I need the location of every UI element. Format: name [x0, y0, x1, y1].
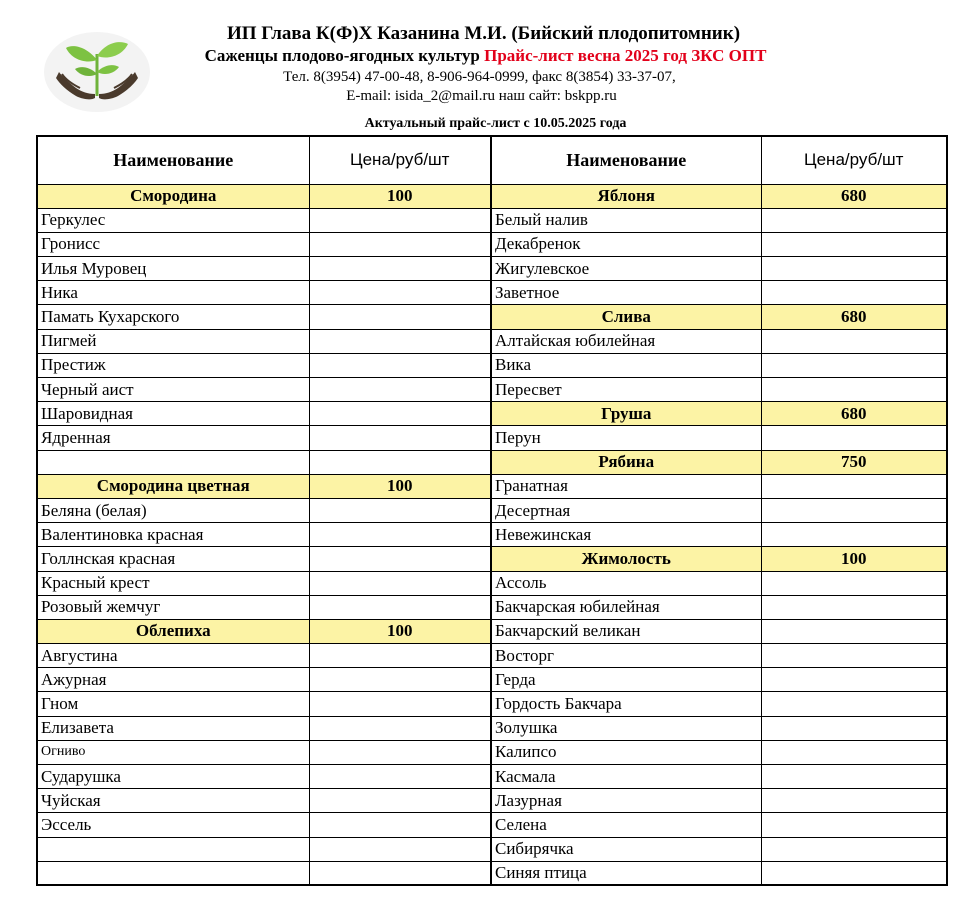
price-cell [309, 668, 491, 692]
price-cell [761, 789, 947, 813]
price-cell [761, 232, 947, 256]
variety-name-cell: Огниво [37, 740, 309, 764]
table-row [37, 644, 947, 668]
category-name-cell: Жимолость [491, 547, 761, 571]
price-cell [309, 837, 491, 861]
table-row [37, 523, 947, 547]
variety-name-cell: Заветное [491, 281, 761, 305]
category-price-cell: 680 [761, 184, 947, 208]
company-title: ИП Глава К(Ф)Х Казанина М.И. (Бийский плодопитомник) [226, 23, 741, 44]
price-cell [761, 837, 947, 861]
column-header-price: Цена/руб/шт [309, 136, 491, 184]
price-cell [761, 426, 947, 450]
variety-name-cell: Престиж [37, 353, 309, 377]
price-cell [309, 813, 491, 837]
table-row [37, 257, 947, 281]
contact-phones: Тел. 8(3954) 47-00-48, 8-906-964-0999, факс 8(3854) 33-37-07, [283, 69, 676, 85]
variety-name-cell: Илья Муровец [37, 257, 309, 281]
table-row [37, 353, 947, 377]
price-cell [309, 378, 491, 402]
table-row [37, 861, 947, 885]
variety-name-cell: Елизавета [37, 716, 309, 740]
variety-name-cell: Восторг [491, 644, 761, 668]
price-cell [761, 378, 947, 402]
variety-name-cell: Гордость Бакчара [491, 692, 761, 716]
variety-name-cell: Бакчарский великан [491, 619, 761, 643]
price-cell [761, 523, 947, 547]
variety-name-cell: Черный аист [37, 378, 309, 402]
pricelist-heading-highlight: Прайс-лист весна 2025 год ЗКС ОПТ [484, 46, 767, 65]
category-name-cell: Яблоня [491, 184, 761, 208]
variety-name-cell: Августина [37, 644, 309, 668]
variety-name-cell [37, 450, 309, 474]
price-cell [761, 668, 947, 692]
price-cell [309, 789, 491, 813]
variety-name-cell: Чуйская [37, 789, 309, 813]
table-row [37, 837, 947, 861]
variety-name-cell: Бакчарская юбилейная [491, 595, 761, 619]
variety-name-cell: Десертная [491, 498, 761, 522]
variety-name-cell: Лазурная [491, 789, 761, 813]
variety-name-cell: Беляна (белая) [37, 498, 309, 522]
price-cell [309, 740, 491, 764]
table-row [37, 281, 947, 305]
variety-name-cell: Гном [37, 692, 309, 716]
price-cell [309, 257, 491, 281]
price-cell [761, 740, 947, 764]
price-cell [309, 208, 491, 232]
price-cell [761, 765, 947, 789]
table-row [37, 789, 947, 813]
price-cell [761, 257, 947, 281]
price-cell [309, 450, 491, 474]
category-price-cell: 100 [309, 184, 491, 208]
price-cell [309, 353, 491, 377]
pricelist-date: Актуальный прайс-лист с 10.05.2025 года [364, 116, 627, 131]
variety-name-cell: Селена [491, 813, 761, 837]
price-cell [309, 692, 491, 716]
price-cell [761, 474, 947, 498]
table-row [37, 692, 947, 716]
table-row [37, 305, 947, 329]
category-name-cell: Облепиха [37, 619, 309, 643]
table-row [37, 498, 947, 522]
price-cell [761, 595, 947, 619]
price-cell [309, 305, 491, 329]
price-cell [761, 813, 947, 837]
price-cell [309, 861, 491, 885]
column-header-name: Наименование [491, 136, 761, 184]
price-cell [761, 644, 947, 668]
price-cell [761, 353, 947, 377]
table-row [37, 740, 947, 764]
table-row [37, 619, 947, 643]
variety-name-cell: Синяя птица [491, 861, 761, 885]
variety-name-cell: Касмала [491, 765, 761, 789]
table-row [37, 547, 947, 571]
category-price-cell: 750 [761, 450, 947, 474]
price-cell [309, 547, 491, 571]
table-header-row [37, 136, 947, 184]
variety-name-cell: Гранатная [491, 474, 761, 498]
variety-name-cell: Ажурная [37, 668, 309, 692]
price-cell [309, 644, 491, 668]
variety-name-cell: Валентиновка красная [37, 523, 309, 547]
category-name-cell: Слива [491, 305, 761, 329]
price-cell [761, 619, 947, 643]
category-price-cell: 100 [761, 547, 947, 571]
variety-name-cell [37, 861, 309, 885]
price-cell [309, 595, 491, 619]
variety-name-cell: Эссель [37, 813, 309, 837]
table-row [37, 668, 947, 692]
table-row [37, 765, 947, 789]
variety-name-cell: Памать Кухарского [37, 305, 309, 329]
category-name-cell: Смородина [37, 184, 309, 208]
price-cell [309, 523, 491, 547]
price-cell [309, 232, 491, 256]
variety-name-cell: Пигмей [37, 329, 309, 353]
table-row [37, 329, 947, 353]
table-row [37, 474, 947, 498]
price-cell [761, 498, 947, 522]
table-row [37, 184, 947, 208]
variety-name-cell: Ядренная [37, 426, 309, 450]
variety-name-cell: Жигулевское [491, 257, 761, 281]
variety-name-cell: Калипсо [491, 740, 761, 764]
variety-name-cell: Декабренок [491, 232, 761, 256]
variety-name-cell: Невежинская [491, 523, 761, 547]
variety-name-cell: Герда [491, 668, 761, 692]
column-header-price: Цена/руб/шт [761, 136, 947, 184]
contact-email-site: E-mail: isida_2@mail.ru наш сайт: bskpp.ru [346, 88, 617, 104]
variety-name-cell: Голлнская красная [37, 547, 309, 571]
variety-name-cell: Геркулес [37, 208, 309, 232]
price-cell [761, 281, 947, 305]
price-cell [309, 426, 491, 450]
table-row [37, 232, 947, 256]
price-cell [309, 281, 491, 305]
variety-name-cell: Красный крест [37, 571, 309, 595]
pricelist-heading [0, 46, 973, 66]
table-row [37, 571, 947, 595]
price-cell [761, 571, 947, 595]
price-cell [309, 402, 491, 426]
variety-name-cell: Розовый жемчуг [37, 595, 309, 619]
category-name-cell: Груша [491, 402, 761, 426]
price-cell [761, 716, 947, 740]
price-cell [761, 208, 947, 232]
price-cell [309, 329, 491, 353]
table-row [37, 595, 947, 619]
price-cell [761, 861, 947, 885]
category-price-cell: 100 [309, 619, 491, 643]
price-cell [309, 765, 491, 789]
variety-name-cell: Сибирячка [491, 837, 761, 861]
variety-name-cell: Белый налив [491, 208, 761, 232]
price-table-body [37, 136, 947, 885]
variety-name-cell: Ника [37, 281, 309, 305]
price-cell [309, 498, 491, 522]
variety-name-cell: Пересвет [491, 378, 761, 402]
category-name-cell: Смородина цветная [37, 474, 309, 498]
table-row [37, 378, 947, 402]
category-name-cell: Рябина [491, 450, 761, 474]
table-row [37, 716, 947, 740]
variety-name-cell [37, 837, 309, 861]
category-price-cell: 100 [309, 474, 491, 498]
variety-name-cell: Перун [491, 426, 761, 450]
table-row [37, 813, 947, 837]
table-row [37, 402, 947, 426]
price-cell [309, 571, 491, 595]
table-row [37, 208, 947, 232]
variety-name-cell: Шаровидная [37, 402, 309, 426]
category-price-cell: 680 [761, 305, 947, 329]
table-row [37, 450, 947, 474]
variety-name-cell: Золушка [491, 716, 761, 740]
price-table [36, 135, 948, 886]
variety-name-cell: Алтайская юбилейная [491, 329, 761, 353]
price-cell [761, 329, 947, 353]
column-header-name: Наименование [37, 136, 309, 184]
variety-name-cell: Ассоль [491, 571, 761, 595]
variety-name-cell: Вика [491, 353, 761, 377]
variety-name-cell: Гронисс [37, 232, 309, 256]
pricelist-heading-main: Саженцы плодово-ягодных культур [204, 46, 485, 65]
price-cell [309, 716, 491, 740]
variety-name-cell: Сударушка [37, 765, 309, 789]
category-price-cell: 680 [761, 402, 947, 426]
table-row [37, 426, 947, 450]
price-cell [761, 692, 947, 716]
